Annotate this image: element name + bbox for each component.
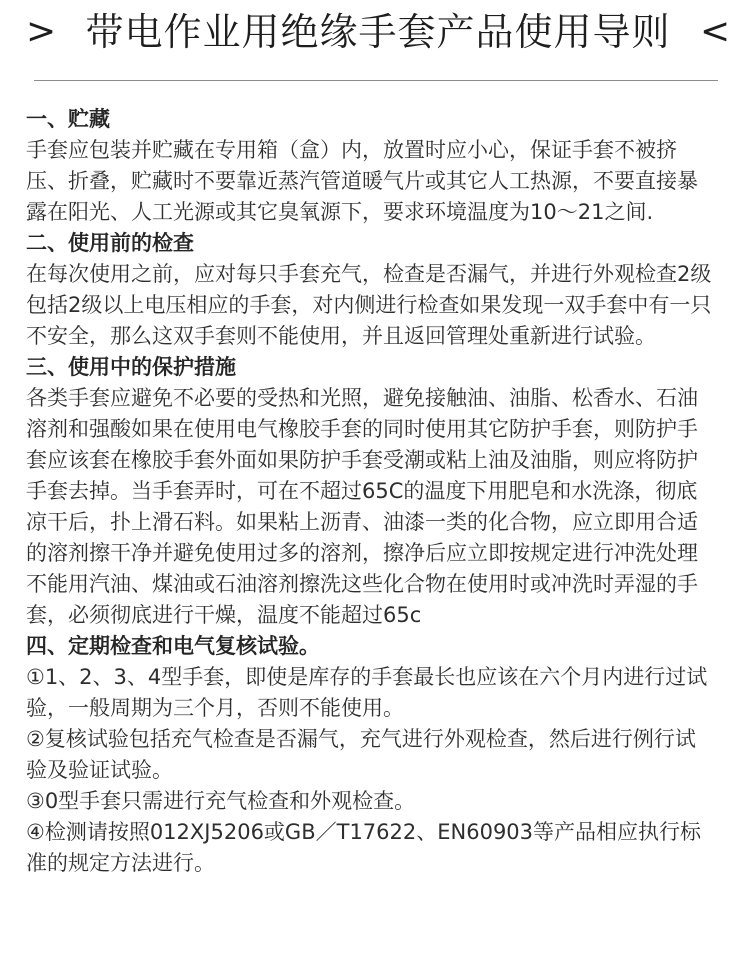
section-heading-pre-use-check: 二、使用前的检查 bbox=[26, 231, 194, 255]
section-heading-protection: 三、使用中的保护措施 bbox=[26, 355, 236, 379]
section-paragraph: 手套应包装并贮藏在专用箱（盒）内，放置时应小心，保证手套不被挤压、折叠，贮藏时不要靠近蒸汽管道暖气片或其它人工热源，不要直接暴露在阳光、人工光源或其它臭氧源下，要求环境温度为10～21之间. bbox=[26, 138, 698, 224]
list-item: ③0型手套只需进行充气检查和外观检查。 bbox=[26, 789, 416, 813]
section-paragraph: 各类手套应避免不必要的受热和光照，避免接触油、油脂、松香水、石油溶剂和强酸如果在使用电气橡胶手套的同时使用其它防护手套，则防护手套应该套在橡胶手套外面如果防护手套受潮或粘上油及油脂，则应将防护手套去掉。当手套弄时，可在不超过65C的温度下用肥皂和水洗涤，彻底凉干后，扑上滑石料。如果粘上沥青、油漆一类的化合物，应立即用合适的溶剂擦干净并避免使用过多的溶剂，擦净后应立即按规定进行冲洗处理不能用汽油、煤油或石油溶剂擦洗这些化合物在使用时或冲洗时弄湿的手套，必须彻底进行干燥，温度不能超过65c bbox=[26, 386, 698, 627]
section-heading-storage: 一、贮藏 bbox=[26, 107, 110, 131]
title-divider bbox=[34, 80, 718, 81]
guideline-content bbox=[26, 104, 716, 879]
page-title: 带电作业用绝缘手套产品使用导则 bbox=[85, 10, 671, 54]
list-item: ②复核试验包括充气检查是否漏气，充气进行外观检查，然后进行例行试验及验证试验。 bbox=[26, 727, 696, 782]
title-right-arrow: < bbox=[700, 11, 731, 52]
list-item: ④检测请按照012XJ5206或GB／T17622、EN60903等产品相应执行标准的规定方法进行。 bbox=[26, 820, 702, 875]
title-left-arrow: > bbox=[26, 11, 57, 52]
title-bar bbox=[0, 4, 750, 60]
section-paragraph: 在每次使用之前，应对每只手套充气，检查是否漏气，并进行外观检查2级包括2级以上电压相应的手套，对内侧进行检查如果发现一双手套中有一只不安全，那么这双手套则不能使用，并且返回管理处重新进行试验。 bbox=[26, 262, 712, 348]
section-heading-periodic-test: 四、定期检查和电气复核试验。 bbox=[26, 634, 320, 658]
list-item: ①1、2、3、4型手套，即使是库存的手套最长也应该在六个月内进行过试验，一般周期为三个月，否则不能使用。 bbox=[26, 665, 708, 720]
